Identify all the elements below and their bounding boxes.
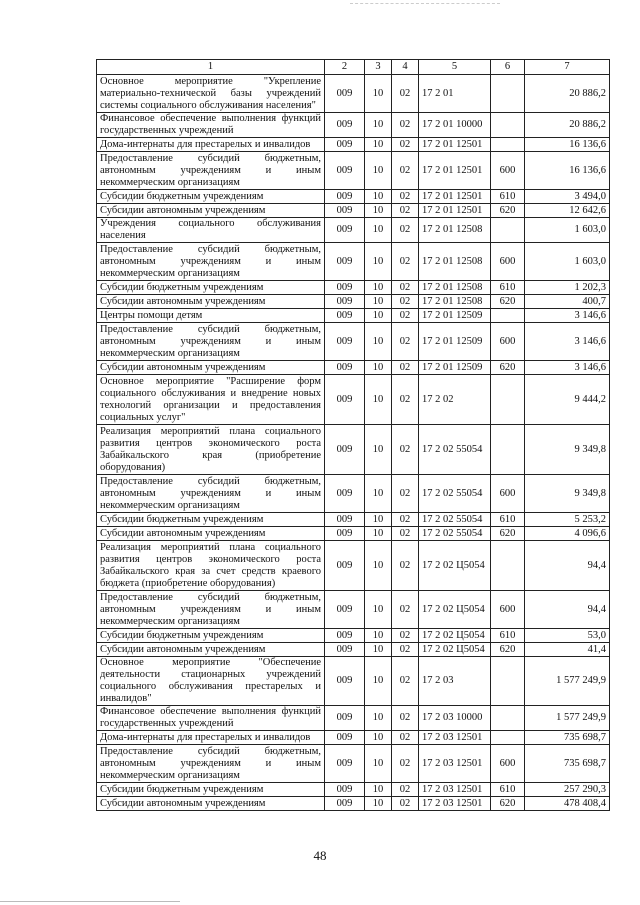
row-subsection: 02 [392, 706, 419, 731]
row-expense-type: 620 [491, 361, 525, 375]
row-name: Субсидии автономным учреждениям [97, 643, 325, 657]
row-name: Дома-интернаты для престарелых и инвалидов [97, 138, 325, 152]
row-expense-type: 610 [491, 629, 525, 643]
row-ministry: 009 [325, 113, 365, 138]
row-expense-type: 600 [491, 745, 525, 783]
row-subsection: 02 [392, 783, 419, 797]
row-subsection: 02 [392, 281, 419, 295]
row-ministry: 009 [325, 745, 365, 783]
row-section: 10 [365, 425, 392, 475]
row-name: Субсидии автономным учреждениям [97, 204, 325, 218]
row-ministry: 009 [325, 527, 365, 541]
row-ministry: 009 [325, 218, 365, 243]
table-row [97, 797, 610, 811]
row-expense-type: 610 [491, 190, 525, 204]
row-target-code: 17 2 01 12509 [419, 323, 491, 361]
row-ministry: 009 [325, 541, 365, 591]
row-section: 10 [365, 475, 392, 513]
row-target-code: 17 2 01 12501 [419, 190, 491, 204]
row-name: Основное мероприятие "Обеспечение деятельности стационарных учреждений социального обслуживания престарелых и инвалидов" [97, 657, 325, 706]
row-name: Субсидии бюджетным учреждениям [97, 281, 325, 295]
row-target-code: 17 2 01 12508 [419, 243, 491, 281]
row-name: Субсидии бюджетным учреждениям [97, 513, 325, 527]
row-amount: 16 136,6 [525, 138, 610, 152]
row-amount: 20 886,2 [525, 113, 610, 138]
row-expense-type: 610 [491, 513, 525, 527]
row-section: 10 [365, 138, 392, 152]
row-subsection: 02 [392, 75, 419, 113]
row-subsection: 02 [392, 643, 419, 657]
row-section: 10 [365, 706, 392, 731]
table-row [97, 190, 610, 204]
row-ministry: 009 [325, 75, 365, 113]
row-section: 10 [365, 113, 392, 138]
row-ministry: 009 [325, 643, 365, 657]
row-subsection: 02 [392, 591, 419, 629]
row-ministry: 009 [325, 138, 365, 152]
row-target-code: 17 2 02 55054 [419, 513, 491, 527]
row-amount: 9 349,8 [525, 475, 610, 513]
row-section: 10 [365, 745, 392, 783]
row-subsection: 02 [392, 295, 419, 309]
row-subsection: 02 [392, 745, 419, 783]
row-expense-type: 600 [491, 323, 525, 361]
table-row [97, 113, 610, 138]
row-expense-type [491, 218, 525, 243]
row-name: Субсидии автономным учреждениям [97, 527, 325, 541]
row-ministry: 009 [325, 361, 365, 375]
row-ministry: 009 [325, 591, 365, 629]
row-amount: 400,7 [525, 295, 610, 309]
table-body [97, 75, 610, 811]
row-expense-type: 610 [491, 783, 525, 797]
table-row [97, 375, 610, 425]
row-name: Реализация мероприятий плана социального развития центров экономического роста Забайкальского края за счет средств краевого бюджета (приобретение оборудования) [97, 541, 325, 591]
row-name: Предоставление субсидий бюджетным, автономным учреждениям и иным некоммерческим организациям [97, 745, 325, 783]
row-section: 10 [365, 541, 392, 591]
row-ministry: 009 [325, 731, 365, 745]
table-row [97, 218, 610, 243]
row-expense-type: 600 [491, 152, 525, 190]
row-target-code: 17 2 01 10000 [419, 113, 491, 138]
row-name: Финансовое обеспечение выполнения функций государственных учреждений [97, 113, 325, 138]
table-row [97, 731, 610, 745]
table-row [97, 629, 610, 643]
header-col-1: 1 [97, 60, 325, 75]
row-subsection: 02 [392, 190, 419, 204]
row-expense-type: 620 [491, 643, 525, 657]
row-target-code: 17 2 01 [419, 75, 491, 113]
header-col-4: 4 [392, 60, 419, 75]
row-name: Субсидии автономным учреждениям [97, 295, 325, 309]
row-expense-type: 620 [491, 797, 525, 811]
row-ministry: 009 [325, 309, 365, 323]
budget-table [96, 59, 610, 811]
row-subsection: 02 [392, 375, 419, 425]
row-expense-type [491, 657, 525, 706]
table-row [97, 527, 610, 541]
row-amount: 12 642,6 [525, 204, 610, 218]
row-target-code: 17 2 01 12508 [419, 281, 491, 295]
row-target-code: 17 2 02 [419, 375, 491, 425]
row-ministry: 009 [325, 375, 365, 425]
row-target-code: 17 2 02 55054 [419, 475, 491, 513]
row-amount: 1 577 249,9 [525, 706, 610, 731]
row-subsection: 02 [392, 629, 419, 643]
table-row [97, 541, 610, 591]
row-expense-type [491, 375, 525, 425]
row-name: Реализация мероприятий плана социального развития центров экономического роста Забайкальского края (приобретение оборудования) [97, 425, 325, 475]
row-section: 10 [365, 513, 392, 527]
row-section: 10 [365, 731, 392, 745]
row-expense-type [491, 75, 525, 113]
row-ministry: 009 [325, 783, 365, 797]
row-amount: 3 494,0 [525, 190, 610, 204]
row-expense-type [491, 731, 525, 745]
row-amount: 735 698,7 [525, 731, 610, 745]
row-amount: 1 577 249,9 [525, 657, 610, 706]
row-section: 10 [365, 657, 392, 706]
page-number: 48 [313, 848, 327, 863]
row-name: Субсидии бюджетным учреждениям [97, 190, 325, 204]
row-target-code: 17 2 01 12501 [419, 138, 491, 152]
row-amount: 94,4 [525, 541, 610, 591]
row-ministry: 009 [325, 204, 365, 218]
row-amount: 16 136,6 [525, 152, 610, 190]
row-expense-type: 600 [491, 243, 525, 281]
row-target-code: 17 2 02 55054 [419, 425, 491, 475]
table-row [97, 657, 610, 706]
row-section: 10 [365, 281, 392, 295]
scan-artifact [350, 3, 500, 4]
row-name: Учреждения социального обслуживания населения [97, 218, 325, 243]
row-section: 10 [365, 643, 392, 657]
table-row [97, 643, 610, 657]
row-name: Предоставление субсидий бюджетным, автономным учреждениям и иным некоммерческим организациям [97, 591, 325, 629]
row-ministry: 009 [325, 295, 365, 309]
row-ministry: 009 [325, 657, 365, 706]
row-subsection: 02 [392, 243, 419, 281]
row-subsection: 02 [392, 113, 419, 138]
scan-artifact-bottom [0, 901, 180, 902]
row-name: Предоставление субсидий бюджетным, автономным учреждениям и иным некоммерческим организациям [97, 152, 325, 190]
row-amount: 735 698,7 [525, 745, 610, 783]
row-name: Основное мероприятие "Укрепление материально-технической базы учреждений системы социального обслуживания населения" [97, 75, 325, 113]
row-section: 10 [365, 75, 392, 113]
row-target-code: 17 2 01 12508 [419, 295, 491, 309]
row-expense-type [491, 113, 525, 138]
row-target-code: 17 2 02 55054 [419, 527, 491, 541]
table-row [97, 475, 610, 513]
row-amount: 41,4 [525, 643, 610, 657]
table-row [97, 243, 610, 281]
row-name: Субсидии автономным учреждениям [97, 797, 325, 811]
row-subsection: 02 [392, 361, 419, 375]
row-section: 10 [365, 629, 392, 643]
row-section: 10 [365, 309, 392, 323]
row-amount: 1 202,3 [525, 281, 610, 295]
table-row [97, 323, 610, 361]
row-name: Предоставление субсидий бюджетным, автономным учреждениям и иным некоммерческим организациям [97, 243, 325, 281]
row-name: Центры помощи детям [97, 309, 325, 323]
row-name: Дома-интернаты для престарелых и инвалидов [97, 731, 325, 745]
table-row [97, 309, 610, 323]
row-target-code: 17 2 03 12501 [419, 745, 491, 783]
row-ministry: 009 [325, 797, 365, 811]
row-subsection: 02 [392, 475, 419, 513]
row-amount: 5 253,2 [525, 513, 610, 527]
row-amount: 3 146,6 [525, 323, 610, 361]
row-expense-type: 600 [491, 591, 525, 629]
row-section: 10 [365, 797, 392, 811]
row-amount: 9 349,8 [525, 425, 610, 475]
row-target-code: 17 2 03 12501 [419, 797, 491, 811]
row-amount: 3 146,6 [525, 361, 610, 375]
row-ministry: 009 [325, 706, 365, 731]
row-section: 10 [365, 218, 392, 243]
table-row [97, 706, 610, 731]
row-subsection: 02 [392, 527, 419, 541]
row-ministry: 009 [325, 281, 365, 295]
row-ministry: 009 [325, 190, 365, 204]
row-section: 10 [365, 204, 392, 218]
header-col-5: 5 [419, 60, 491, 75]
table-row [97, 361, 610, 375]
row-target-code: 17 2 03 10000 [419, 706, 491, 731]
row-expense-type [491, 541, 525, 591]
row-ministry: 009 [325, 323, 365, 361]
row-amount: 3 146,6 [525, 309, 610, 323]
row-ministry: 009 [325, 629, 365, 643]
row-section: 10 [365, 361, 392, 375]
row-amount: 94,4 [525, 591, 610, 629]
row-target-code: 17 2 03 12501 [419, 731, 491, 745]
row-ministry: 009 [325, 152, 365, 190]
row-ministry: 009 [325, 243, 365, 281]
row-section: 10 [365, 783, 392, 797]
row-expense-type: 620 [491, 204, 525, 218]
row-section: 10 [365, 152, 392, 190]
row-target-code: 17 2 03 12501 [419, 783, 491, 797]
row-subsection: 02 [392, 323, 419, 361]
row-subsection: 02 [392, 425, 419, 475]
table-row [97, 281, 610, 295]
row-section: 10 [365, 375, 392, 425]
row-target-code: 17 2 01 12508 [419, 218, 491, 243]
row-section: 10 [365, 323, 392, 361]
header-col-7: 7 [525, 60, 610, 75]
row-name: Субсидии бюджетным учреждениям [97, 629, 325, 643]
row-amount: 20 886,2 [525, 75, 610, 113]
row-expense-type [491, 138, 525, 152]
row-name: Финансовое обеспечение выполнения функций государственных учреждений [97, 706, 325, 731]
row-target-code: 17 2 01 12509 [419, 361, 491, 375]
table-row [97, 138, 610, 152]
row-name: Субсидии бюджетным учреждениям [97, 783, 325, 797]
row-subsection: 02 [392, 204, 419, 218]
table-row [97, 513, 610, 527]
row-amount: 1 603,0 [525, 218, 610, 243]
table-row [97, 204, 610, 218]
row-name: Субсидии автономным учреждениям [97, 361, 325, 375]
row-expense-type [491, 425, 525, 475]
row-subsection: 02 [392, 657, 419, 706]
row-amount: 4 096,6 [525, 527, 610, 541]
row-target-code: 17 2 01 12509 [419, 309, 491, 323]
row-target-code: 17 2 02 Ц5054 [419, 591, 491, 629]
row-section: 10 [365, 243, 392, 281]
table-header-row [97, 60, 610, 75]
row-subsection: 02 [392, 731, 419, 745]
row-amount: 53,0 [525, 629, 610, 643]
row-expense-type: 620 [491, 527, 525, 541]
row-target-code: 17 2 02 Ц5054 [419, 541, 491, 591]
row-ministry: 009 [325, 513, 365, 527]
row-expense-type [491, 706, 525, 731]
row-name: Основное мероприятие "Расширение форм социального обслуживания и внедрение новых технологий организации и предоставления социальных услуг" [97, 375, 325, 425]
row-target-code: 17 2 03 [419, 657, 491, 706]
row-expense-type: 610 [491, 281, 525, 295]
table-row [97, 783, 610, 797]
row-section: 10 [365, 591, 392, 629]
table-row [97, 425, 610, 475]
row-name: Предоставление субсидий бюджетным, автономным учреждениям и иным некоммерческим организациям [97, 475, 325, 513]
row-amount: 1 603,0 [525, 243, 610, 281]
row-amount: 478 408,4 [525, 797, 610, 811]
row-section: 10 [365, 190, 392, 204]
row-expense-type: 620 [491, 295, 525, 309]
table-row [97, 591, 610, 629]
row-target-code: 17 2 02 Ц5054 [419, 629, 491, 643]
row-name: Предоставление субсидий бюджетным, автономным учреждениям и иным некоммерческим организациям [97, 323, 325, 361]
row-ministry: 009 [325, 425, 365, 475]
row-subsection: 02 [392, 152, 419, 190]
row-target-code: 17 2 02 Ц5054 [419, 643, 491, 657]
row-section: 10 [365, 527, 392, 541]
table-row [97, 152, 610, 190]
row-target-code: 17 2 01 12501 [419, 204, 491, 218]
row-target-code: 17 2 01 12501 [419, 152, 491, 190]
table-row [97, 295, 610, 309]
header-col-3: 3 [365, 60, 392, 75]
row-subsection: 02 [392, 797, 419, 811]
row-subsection: 02 [392, 218, 419, 243]
table-row [97, 75, 610, 113]
row-subsection: 02 [392, 309, 419, 323]
row-expense-type [491, 309, 525, 323]
row-subsection: 02 [392, 541, 419, 591]
row-subsection: 02 [392, 513, 419, 527]
row-section: 10 [365, 295, 392, 309]
header-col-6: 6 [491, 60, 525, 75]
row-amount: 9 444,2 [525, 375, 610, 425]
header-col-2: 2 [325, 60, 365, 75]
row-ministry: 009 [325, 475, 365, 513]
table-row [97, 745, 610, 783]
row-subsection: 02 [392, 138, 419, 152]
row-amount: 257 290,3 [525, 783, 610, 797]
row-expense-type: 600 [491, 475, 525, 513]
